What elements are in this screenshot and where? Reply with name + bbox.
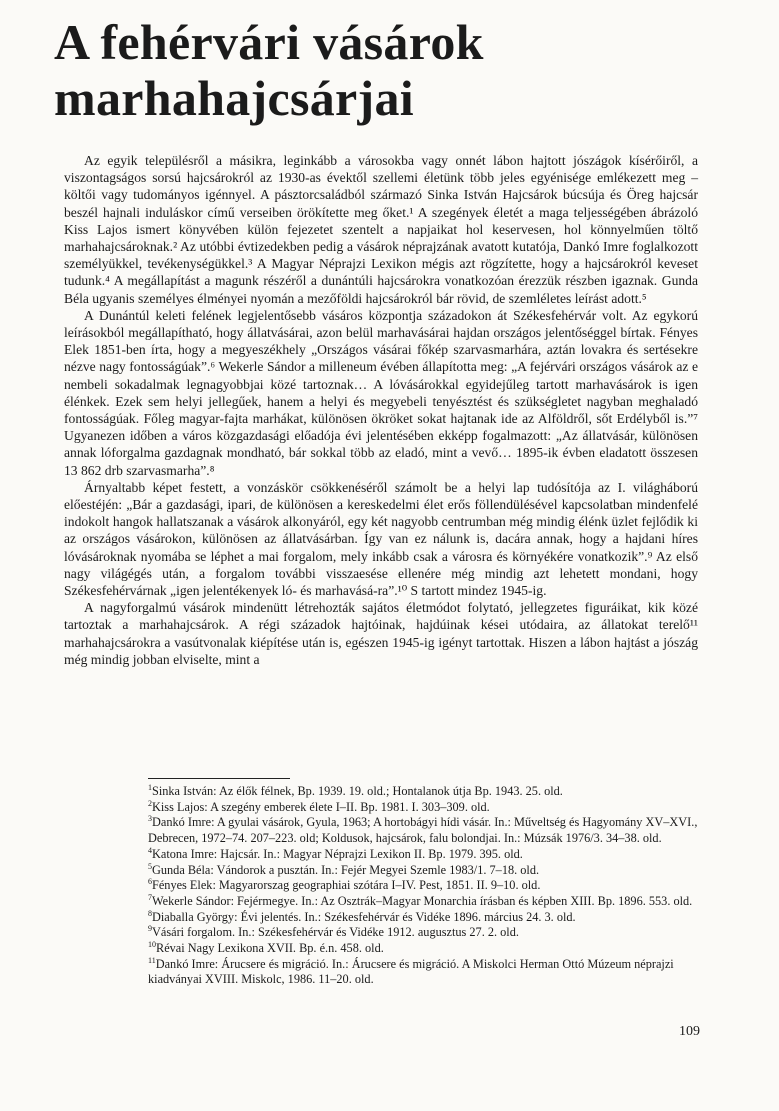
footnote-text: Diaballa György: Évi jelentés. In.: Székesfehérvár és Vidéke 1896. március 24. 3. old. <box>152 909 576 924</box>
footnote-text: Révai Nagy Lexikona XVII. Bp. é.n. 458. old. <box>156 941 384 956</box>
footnote <box>148 894 700 910</box>
footnote <box>148 941 700 957</box>
footnote-text: Kiss Lajos: A szegény emberek élete I–II. Bp. 1981. I. 303–309. old. <box>152 799 490 814</box>
footnote-number: 11 <box>148 955 156 965</box>
footnote <box>148 815 700 846</box>
footnote-number: 6 <box>148 877 152 887</box>
footnote <box>148 910 700 926</box>
footnote <box>148 925 700 941</box>
paragraph-1: Az egyik településről a másikra, leginkább a városokba vagy onnét lábon hajtott jószágok kísérőiről, a viszontagságos sorsú hajcsárokról az 1930-as évektől szellemi életünk több jeles egyénisége emlékezett meg – költői vagy tudományos igénnyel. A pásztorcsaládból származó Sinka István Hajcsárok búcsúja és Öreg hajcsár beszél hajnali induláskor című verseiben örökítette meg őket.¹ A szegények életét a maga teljességében ábrázoló Kiss Lajos ismert könyvében külön fejezetet szentelt a napjaikat hol keservesen, hol könnyelműen töltő marhahajcsároknak.² Az utóbbi évtizedekben pedig a vásárok néprajzának avatott kutatója, Dankó Imre foglalkozott személyükkel, tevékenységükkel.³ A Magyar Néprajzi Lexikon mégis azt rögzítette, hogy a hajcsárokról keveset tudunk.⁴ A megállapítást a magunk részéről a dunántúli hajcsárokra vonatkozóan érezzük részben igaznak. Gunda Béla ugyanis személyes élményei nyomán a mezőföldi hajcsárokról bár rövid, de szemléletes leírást adott.⁵ <box>64 153 698 306</box>
footnote-number: 9 <box>148 924 152 934</box>
footnote <box>148 863 700 879</box>
footnote-number: 2 <box>148 798 152 808</box>
footnote-number: 1 <box>148 782 152 792</box>
paragraph-2: A Dunántúl keleti felének legjelentősebb vásáros központja századokon át Székesfehérvár volt. Az egykorú leírásokból megállapítható, hogy állatvásárai, azon belül marhavásárai hajdan országos jelentőséggel bírtak. Fényes Elek 1851-ben írta, hogy a megyeszékhely „Országos vásárai főkép szarvasmarhára, aztán lovakra és sertésekre nézve nagy fontosságúak”.⁶ Wekerle Sándor a milleneum évében állapította meg: „A fejérvári országos vásárok az e nembeli sokadalmak legnagyobbjai közé tartoznak… A lóvásárokkal egyidejűleg tartott marhavásárok is igen élénkek. Ezek sem helyi jellegűek, hanem a helyi és megyebeli tenyésztést és szükségletet nagyban meghaladó fontosságúak. Főleg magyar-fajta marhákat, különösen ökröket sokat hajtanak ide az Alföldről, sőt Erdélyből is.”⁷ Ugyanezen időben a város közgazdasági előadója évi jelentésében ekképp fogalmazott: „Az állatvásár, különösen annak lóforgalma gazdagnak mondható, bár sokkal több az eladó, mint a vevő… 1895-ik évben eladatott összesen 13 862 drb szarvasmarha”.⁸ <box>64 307 698 478</box>
footnote-number: 10 <box>148 939 156 949</box>
footnote-number: 3 <box>148 814 152 824</box>
article-title <box>54 14 734 126</box>
title-line-2: marhahajcsárjai <box>54 70 414 126</box>
footnote <box>148 784 700 800</box>
footnote <box>148 800 700 816</box>
footnote-number: 4 <box>148 845 152 855</box>
footnote-number: 5 <box>148 861 152 871</box>
footnote-number: 7 <box>148 892 152 902</box>
footnote-text: Dankó Imre: A gyulai vásárok, Gyula, 1963; A hortobágyi hídi vásár. In.: Műveltség és Hagyomány XV–XVI., Debrecen, 1972–74. 207–223. old; Koldusok, hajcsárok, falu bolondjai. In.: Múzsák 1976/3. 34–38. old. <box>148 815 698 846</box>
paragraph-4: A nagyforgalmú vásárok mindenütt létrehozták sajátos életmódot folytató, jellegzetes figuráikat, kik közé tartoztak a marhahajcsárok. A régi századok hajtóinak, hajdúinak kései utódaira, az állatokat terelő¹¹ marhahajcsárokra a vasútvonalak kiépítése után is, egészen 1945-ig igényt tartottak. Hiszen a lábon hajtást a jószág még mindig jobban elviselte, mint a <box>64 600 698 667</box>
footnote-text: Wekerle Sándor: Fejérmegye. In.: Az Osztrák–Magyar Monarchia írásban és képben XIII. Bp. 1896. 553. old. <box>152 893 693 908</box>
footnote-separator <box>148 778 290 779</box>
footnote-text: Sinka István: Az élők félnek, Bp. 1939. 19. old.; Hontalanok útja Bp. 1943. 25. old. <box>152 784 563 798</box>
title-line-1: A fehérvári vásárok <box>54 14 484 70</box>
footnote <box>148 957 700 988</box>
footnote <box>148 878 700 894</box>
page-number: 109 <box>679 1024 700 1039</box>
footnote-text: Katona Imre: Hajcsár. In.: Magyar Néprajzi Lexikon II. Bp. 1979. 395. old. <box>152 846 523 861</box>
footnotes <box>148 784 700 988</box>
footnote-text: Vásári forgalom. In.: Székesfehérvár és Vidéke 1912. augusztus 27. 2. old. <box>152 925 519 940</box>
footnote-text: Dankó Imre: Árucsere és migráció. In.: Árucsere és migráció. A Miskolci Herman Ottó Múzeum néprajzi kiadványai XVIII. Miskolc, 1986. 11–20. old. <box>148 956 674 987</box>
paragraph-3: Árnyaltabb képet festett, a vonzáskör csökkenéséről számolt be a helyi lap tudósítója az I. világháború előestéjén: „Bár a gazdasági, ipari, de különösen a kereskedelmi élet erős föllendülésével kapcsolatban mindenfelé indokolt hangok hallatszanak a vásárok alkonyáról, egy két nagyobb centrumban még mindig élénk üzlet fejlődik ki az országos vásárokon, különösen az állatvásárban. Így van ez nálunk is, dacára annak, hogy a hajdani híres lóvásároknak nyomába se léphet a mai forgalom, mely inkább csak a városra és környékére vonatkozik”.⁹ Az első nagy világégés után, a forgalom további visszaesése ellenére még mindig azt lehetett mondani, hogy Székesfehérvárnak „igen jelentékenyek ló- és marhavásá-ra”.¹⁰ S tartott mindez 1945-ig. <box>64 479 698 599</box>
footnote-number: 8 <box>148 908 152 918</box>
footnote <box>148 847 700 863</box>
footnote-text: Gunda Béla: Vándorok a pusztán. In.: Fejér Megyei Szemle 1983/1. 7–18. old. <box>152 862 540 877</box>
footnote-text: Fényes Elek: Magyarorszag geographiai szótára I–IV. Pest, 1851. II. 9–10. old. <box>152 878 541 893</box>
article-body <box>64 152 698 668</box>
